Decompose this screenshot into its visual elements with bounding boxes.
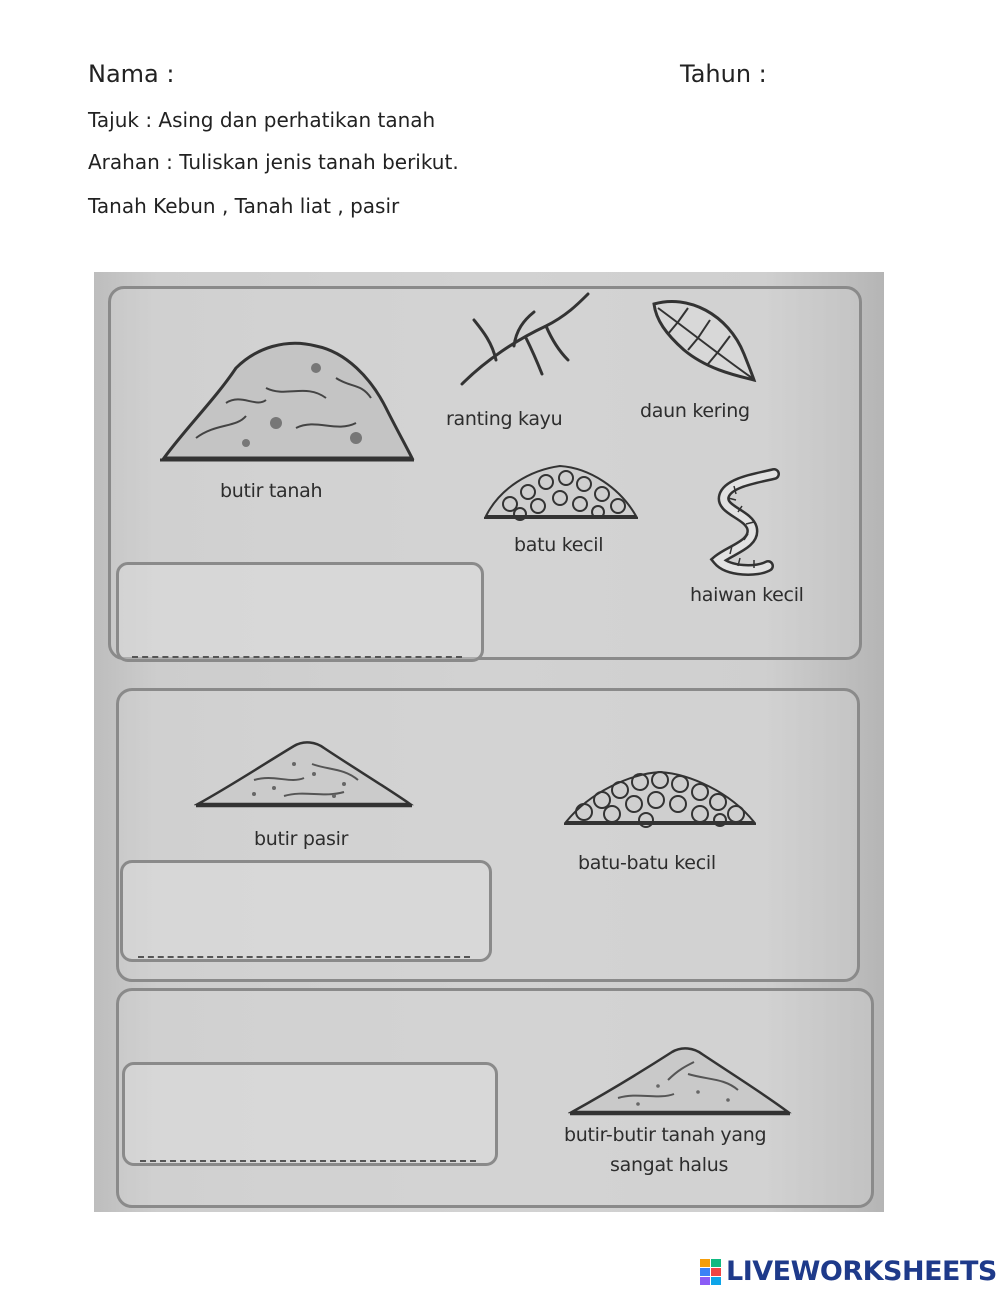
item-label: butir pasir xyxy=(254,828,349,850)
logo-icon xyxy=(700,1259,722,1285)
title-line: Tajuk : Asing dan perhatikan tanah xyxy=(88,108,436,132)
year-label: Tahun : xyxy=(680,60,767,88)
pebbles-illustration xyxy=(480,458,640,528)
answer-box[interactable] xyxy=(116,562,484,662)
liveworksheets-logo xyxy=(700,1256,997,1287)
soil-pile-illustration xyxy=(156,328,416,468)
answer-box[interactable] xyxy=(122,1062,498,1166)
item-label: batu-batu kecil xyxy=(578,852,716,874)
item-label: haiwan kecil xyxy=(690,584,804,606)
twig-illustration xyxy=(456,290,596,390)
fine-soil-pile-illustration xyxy=(568,1040,792,1120)
answer-line xyxy=(132,656,462,658)
instruction-line: Arahan : Tuliskan jenis tanah berikut. xyxy=(88,150,459,174)
worm-illustration xyxy=(708,468,788,578)
item-label: butir-butir tanah yang xyxy=(564,1124,767,1146)
item-label: daun kering xyxy=(640,400,750,422)
answer-box[interactable] xyxy=(120,860,492,962)
sand-pile-illustration xyxy=(194,734,414,814)
item-label: sangat halus xyxy=(610,1154,729,1176)
brand-name: LIVEWORKSHEETS xyxy=(726,1256,997,1287)
options-line: Tanah Kebun , Tanah liat , pasir xyxy=(88,194,400,218)
answer-line xyxy=(138,956,470,958)
name-label: Nama : xyxy=(88,60,175,88)
dry-leaf-illustration xyxy=(648,294,758,384)
worksheet-photo xyxy=(94,272,884,1212)
item-label: butir tanah xyxy=(220,480,323,502)
item-label: batu kecil xyxy=(514,534,604,556)
item-label: ranting kayu xyxy=(446,408,563,430)
gravel-illustration xyxy=(560,762,760,834)
answer-line xyxy=(140,1160,476,1162)
